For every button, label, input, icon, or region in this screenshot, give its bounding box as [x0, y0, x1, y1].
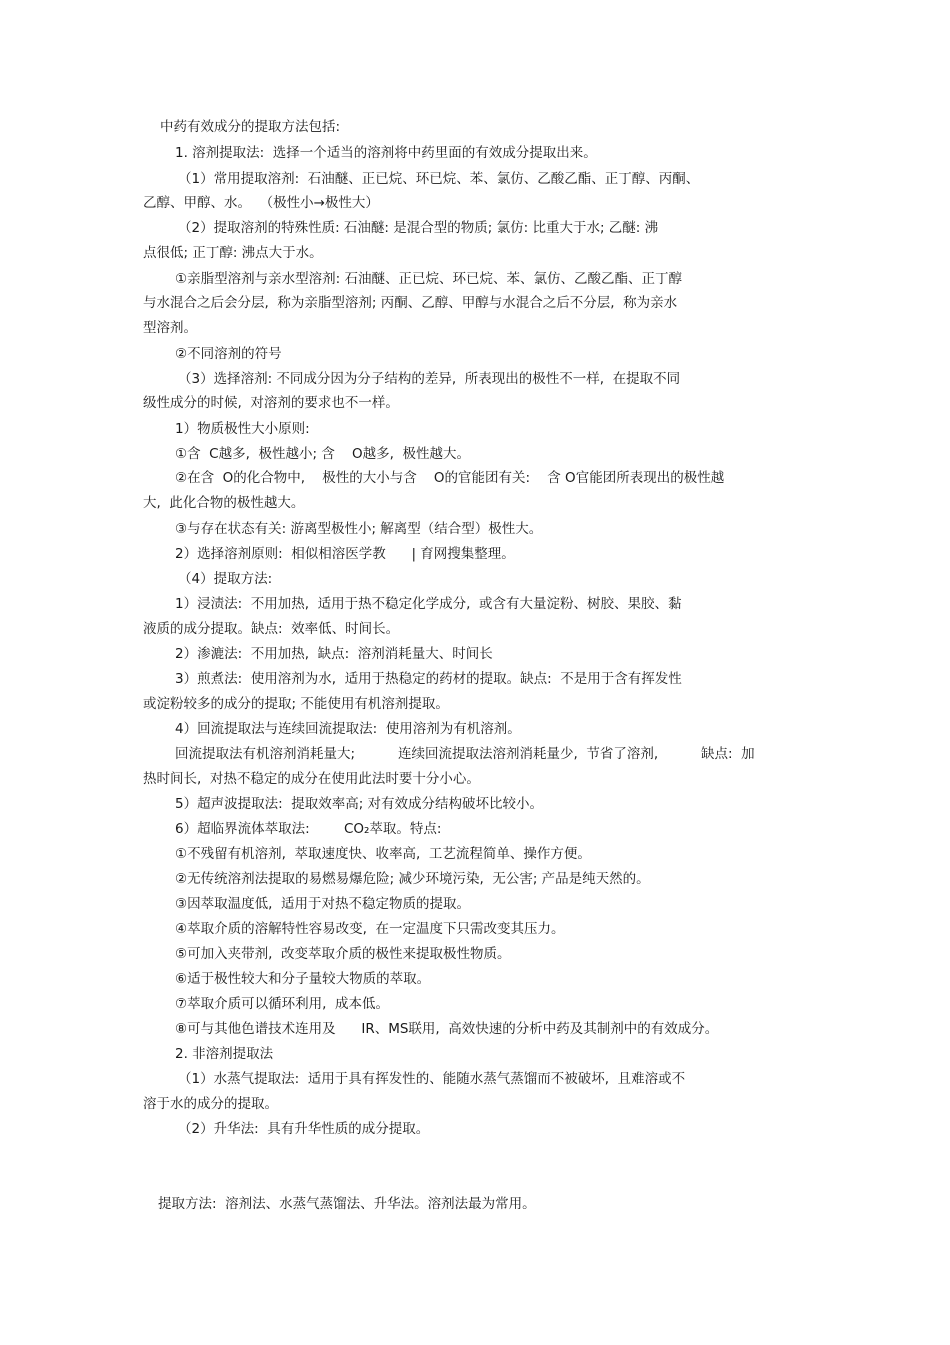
text-line: 5）超声波提取法: 提取效率高; 对有效成分结构破坏比较小。: [175, 796, 544, 812]
text-line: （2）提取溶剂的特殊性质: 石油醚: 是混合型的物质; 氯仿: 比重大于水; 乙醚: 沸: [178, 220, 659, 236]
text-line: ②不同溶剂的符号: [175, 346, 282, 362]
text-line: 乙醇、甲醇、水。 （极性小→极性大）: [143, 195, 379, 211]
text-line: （2）升华法: 具有升华性质的成分提取。: [178, 1121, 430, 1137]
text-line: 1）浸渍法: 不用加热, 适用于热不稳定化学成分, 或含有大量淀粉、树胶、果胶、黏: [175, 596, 682, 612]
text-line: （1）水蒸气提取法: 适用于具有挥发性的、能随水蒸气蒸馏而不被破坏, 且难溶或不: [178, 1071, 686, 1087]
text-line: （4）提取方法:: [178, 571, 273, 587]
text-line: 溶于水的成分的提取。: [143, 1096, 278, 1112]
text-line: ⑥适于极性较大和分子量较大物质的萃取。: [175, 971, 431, 987]
text-line: ③因萃取温度低, 适用于对热不稳定物质的提取。: [175, 896, 470, 912]
text-line: 大, 此化合物的极性越大。: [143, 495, 305, 511]
text-line: 回流提取法有机溶剂消耗量大; 连续回流提取法溶剂消耗量少, 节省了溶剂, 缺点: 加: [175, 746, 755, 762]
text-line: 3）煎煮法: 使用溶剂为水, 适用于热稳定的药材的提取。缺点: 不是用于含有挥发性: [175, 671, 682, 687]
text-line: ①含 C越多, 极性越小; 含 O越多, 极性越大。: [175, 446, 470, 462]
text-line: ①亲脂型溶剂与亲水型溶剂: 石油醚、正已烷、环已烷、苯、氯仿、乙酸乙酯、正丁醇: [175, 271, 682, 287]
text-line: （1）常用提取溶剂: 石油醚、正已烷、环已烷、苯、氯仿、乙酸乙酯、正丁醇、丙酮、: [178, 171, 700, 187]
text-line: 1）物质极性大小原则:: [175, 421, 310, 437]
text-line: ①不残留有机溶剂, 萃取速度快、收率高, 工艺流程简单、操作方便。: [175, 846, 591, 862]
text-line: 2）渗漉法: 不用加热, 缺点: 溶剂消耗量大、时间长: [175, 646, 493, 662]
text-line: （3）选择溶剂: 不同成分因为分子结构的差异, 所表现出的极性不一样, 在提取不同: [178, 371, 681, 387]
text-line: ②在含 O的化合物中, 极性的大小与含 O的官能团有关: 含 O官能团所表现出的极性越: [175, 470, 725, 486]
text-line: ⑦萃取介质可以循环利用, 成本低。: [175, 996, 389, 1012]
text-line: 点很低; 正丁醇: 沸点大于水。: [143, 245, 323, 261]
text-line: 级性成分的时候, 对溶剂的要求也不一样。: [143, 395, 399, 411]
text-line: 4）回流提取法与连续回流提取法: 使用溶剂为有机溶剂。: [175, 721, 521, 737]
text-line: ⑧可与其他色谱技术连用及 IR、MS联用, 高效快速的分析中药及其制剂中的有效成分。: [175, 1021, 719, 1037]
text-line: ③与存在状态有关: 游离型极性小; 解离型（结合型）极性大。: [175, 521, 543, 537]
section-2-heading: 2. 非溶剂提取法: [175, 1046, 274, 1062]
text-line: 6）超临界流体萃取法: CO₂萃取。特点:: [175, 821, 442, 837]
text-line: 型溶剂。: [143, 320, 197, 336]
text-line: ⑤可加入夹带剂, 改变萃取介质的极性来提取极性物质。: [175, 946, 511, 962]
text-line: 液质的成分提取。缺点: 效率低、时间长。: [143, 621, 400, 637]
text-line: 或淀粉较多的成分的提取; 不能使用有机溶剂提取。: [143, 696, 449, 712]
text-line: 与水混合之后会分层, 称为亲脂型溶剂; 丙酮、乙醇、甲醇与水混合之后不分层, 称为亲水: [143, 295, 678, 311]
text-line: ②无传统溶剂法提取的易燃易爆危险; 减少环境污染, 无公害; 产品是纯天然的。: [175, 871, 650, 887]
summary-line: 提取方法: 溶剂法、水蒸气蒸馏法、升华法。溶剂法最为常用。: [158, 1196, 536, 1212]
doc-heading: 中药有效成分的提取方法包括:: [160, 119, 341, 135]
section-1-heading: 1. 溶剂提取法: 选择一个适当的溶剂将中药里面的有效成分提取出来。: [175, 145, 597, 161]
text-line: 2）选择溶剂原则: 相似相溶医学教 | 育网搜集整理。: [175, 546, 515, 562]
text-line: 热时间长, 对热不稳定的成分在使用此法时要十分小心。: [143, 771, 480, 787]
text-line: ④萃取介质的溶解特性容易改变, 在一定温度下只需改变其压力。: [175, 921, 565, 937]
